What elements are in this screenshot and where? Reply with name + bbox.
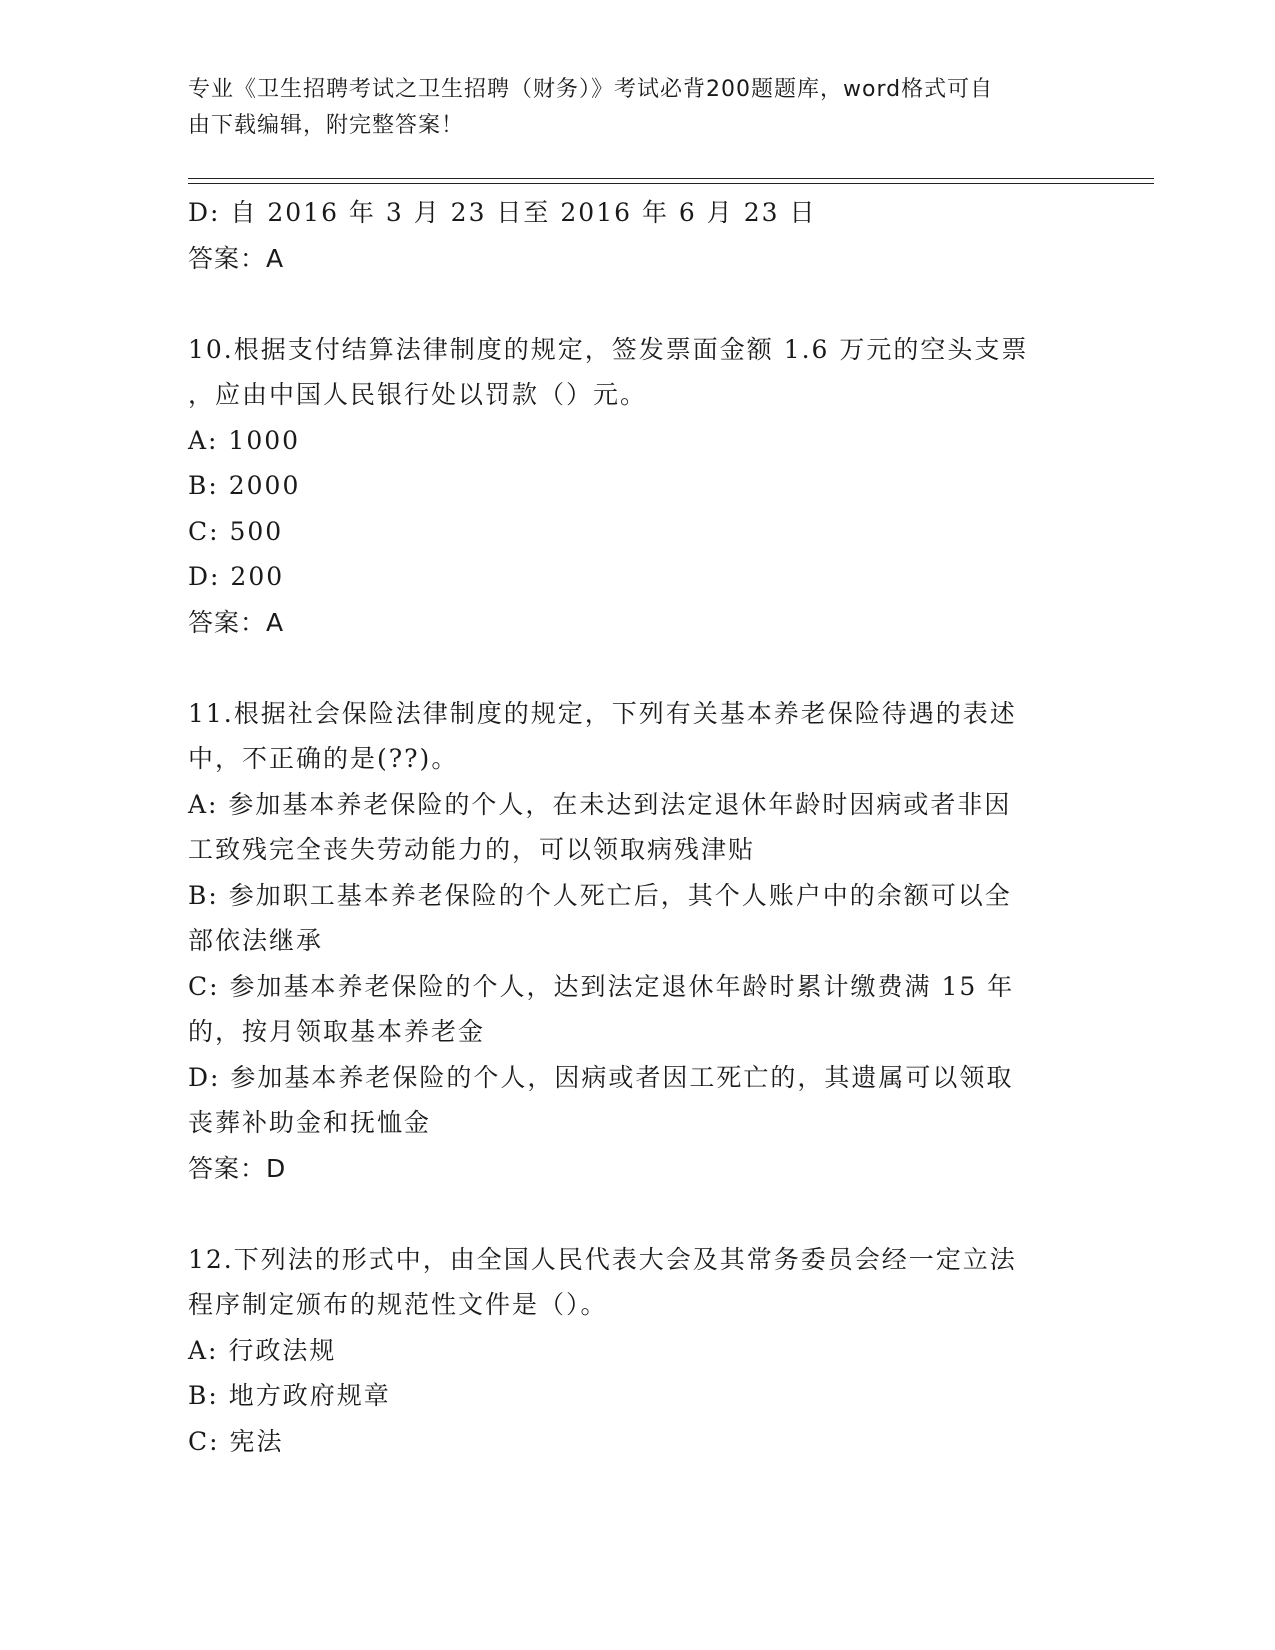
question-stem-cont: ，应由中国人民银行处以罚款（）元。 xyxy=(188,380,648,409)
option-a: A: 1000 xyxy=(188,425,301,455)
spacer xyxy=(188,645,1068,691)
question-11 xyxy=(188,691,1068,1192)
header-line-1: 专业《卫生招聘考试之卫生招聘（财务）》考试必背200题题库，word格式可自 xyxy=(188,77,994,102)
question-10 xyxy=(188,327,1068,646)
question-stem-cont: 程序制定颁布的规范性文件是（）。 xyxy=(188,1290,608,1319)
option-c: C: 宪法 xyxy=(188,1426,284,1456)
answer: 答案：A xyxy=(188,243,285,273)
spacer xyxy=(188,1191,1068,1237)
option-b: B: 参加职工基本养老保险的个人死亡后，其个人账户中的余额可以全 xyxy=(188,880,1012,910)
question-stem-cont: 中，不正确的是(??)。 xyxy=(188,744,459,773)
option-a-cont: 工致残完全丧失劳动能力的，可以领取病残津贴 xyxy=(188,835,756,864)
document-header xyxy=(188,72,1068,144)
option-a: A: 参加基本养老保险的个人，在未达到法定退休年龄时因病或者非因 xyxy=(188,789,1012,819)
option-c: C: 500 xyxy=(188,516,284,546)
question-stem: 12.下列法的形式中，由全国人民代表大会及其常务委员会经一定立法 xyxy=(188,1244,1017,1274)
question-stem: 11.根据社会保险法律制度的规定，下列有关基本养老保险待遇的表述 xyxy=(188,698,1017,728)
option-c-cont: 的，按月领取基本养老金 xyxy=(188,1017,486,1046)
option-b-cont: 部依法继承 xyxy=(188,926,324,955)
header-divider-bottom xyxy=(188,183,1154,184)
header-line-2: 由下载编辑，附完整答案！ xyxy=(188,113,465,138)
option-a: A: 行政法规 xyxy=(188,1335,337,1365)
option-d: D: 自 2016 年 3 月 23 日至 2016 年 6 月 23 日 xyxy=(188,198,817,227)
option-d-cont: 丧葬补助金和抚恤金 xyxy=(188,1108,432,1137)
option-b: B: 地方政府规章 xyxy=(188,1381,391,1410)
option-b: B: 2000 xyxy=(188,471,301,500)
answer: 答案：A xyxy=(188,607,285,637)
document-body xyxy=(188,190,1068,1464)
header-divider-top xyxy=(188,178,1154,179)
question-12 xyxy=(188,1237,1068,1465)
option-c: C: 参加基本养老保险的个人，达到法定退休年龄时累计缴费满 15 年 xyxy=(188,971,1015,1001)
question-9-tail xyxy=(188,190,1068,281)
option-d: D: 参加基本养老保险的个人，因病或者因工死亡的，其遗属可以领取 xyxy=(188,1062,1014,1092)
option-d: D: 200 xyxy=(188,562,285,591)
spacer xyxy=(188,281,1068,327)
answer: 答案：D xyxy=(188,1153,287,1183)
question-stem: 10.根据支付结算法律制度的规定，签发票面金额 1.6 万元的空头支票 xyxy=(188,334,1029,364)
